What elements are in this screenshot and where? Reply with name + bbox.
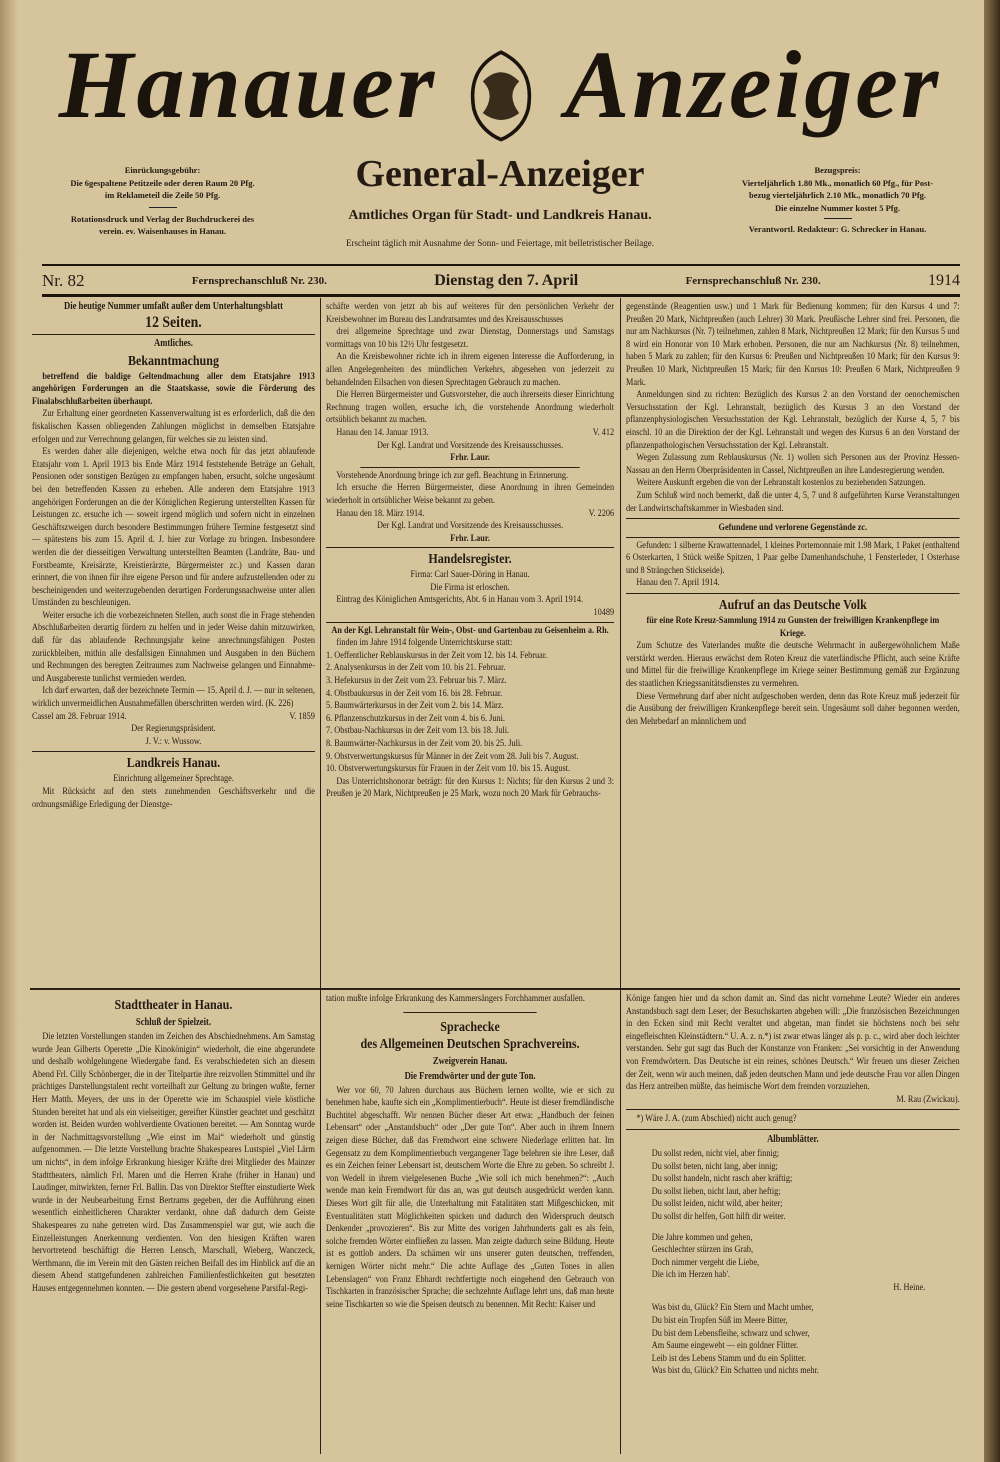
article-subtitle: Zweigverein Hanau. bbox=[432, 1055, 508, 1067]
paragraph: Die Herren Bürgermeister und Gutsvorsteher, die auch ihrerseits dieser Einrichtung Rechnung tragen wollen, ersuche ich, die vorstehende Anordnung wiederholt ortsüblich bekannt zu machen. bbox=[326, 389, 615, 426]
section-rule bbox=[30, 988, 960, 990]
author: H. Heine. bbox=[893, 1281, 926, 1293]
issue-date: Dienstag den 7. April bbox=[434, 272, 579, 289]
issue-number: Nr. 82 bbox=[42, 271, 85, 290]
paragraph: Eintrag des Königlichen Amtsgerichts, Abt. 6 in Hanau vom 3. April 1914. bbox=[336, 594, 584, 606]
poem-line: Du bist ein Tropfen Süß im Meere Bitter, bbox=[651, 1315, 788, 1327]
paragraph: Die letzten Vorstellungen standen im Zeichen des Abschiednehmens. Am Samstag wurde Jean Gilberts Operette „Die Kinokönigin“ wiederholt, die eine abgerundete und deshalb wohlgelungene Wiedergabe fand. Es verabschiedeten sich an diesem Abend Frl. Cilly Schönberger, die in der Titelpartie ihre reizvollen Stimmittel und ihr prächtiges Darstellungstalent recht vorteilhaft zur Geltung zu bringen wußte, ferner Herr Matth. Meyers, der uns in der Operette wie im Schauspiel viele köstliche Stunden bereitet hat und als ein vielseitiger, gereifter Künstler geachtet und geschätzt worden ist. Beiden wurden wohlverdiente Ovationen bereitet. — Am Sonntag wurde in der Nachmittagsvorstellung „Wie einst im Mai“ wiederholt und günstig aufgenommen. — Die letzte Vorstellung brachte Shakespeares Lustspiel „Viel Lärm um nichts“, in dem infolge Erkrankung hiesiger Kräfte drei Mitglieder des Mainzer Stadttheaters, nämlich Frl. Maren und die Herren Krahe (früher in Hanau) und Laudinger, mitwirkten, ferner Frl. Ballin. Das von Direktor Steffter einstudierte Werk wurde in der Neubearbeitung Ernst Bertrams gegeben, der die Aufführung einen wesentlich einheitlicheren Charakter verdankt, ohne daß dadurch dem Geiste Shakespeares zu nahe getreten wird. Das Zusammenspiel war gut, wie auch die Einzelleistungen Anerkennung verdienten. Von den hiesigen Kräften waren hervortretend beschäftigt die Herren Lensch, Marschall, Wieberg, Wanczeck, Werthmann, die im Verein mit den Gästen reichen Beifall des im Hinblick auf die an diesem Abend stattgefundenen zahlreichen Familienfestlichkeiten gut besetzten Hauses entgegennehmen konnten. — Die gestern abend vorgesehene Parsifal-Regi- bbox=[32, 1031, 315, 1294]
info-line: bezug vierteljährlich 2.10 Mk., monatlich 70 Pfg. bbox=[748, 190, 927, 200]
course-item: 4. Obstbaukursus in der Zeit vom 16. bis 28. Februar. bbox=[326, 687, 503, 699]
course-item: 1. Oeffentlicher Reblauskursus in der Zeit vom 12. bis 14. Februar. bbox=[326, 649, 548, 661]
paragraph: Diese Vermehrung darf aber nicht aufgeschoben werden, denn das Rote Kreuz muß jederzeit für die Ausübung der freiwilligen Krankenpflege bereit sein. Ungesäumt soll daher begonnen werden, den Mehrbedarf an männlichem und bbox=[626, 690, 960, 727]
phone-right: Fernsprechanschluß Nr. 230. bbox=[685, 275, 821, 287]
paragraph: finden im Jahre 1914 folgende Unterrichtskurse statt: bbox=[336, 637, 513, 649]
article-title: Gefundene und verlorene Gegenstände zc. bbox=[718, 522, 868, 534]
footnote: *) Wäre J. A. (zum Abschied) nicht auch genug? bbox=[636, 1113, 797, 1125]
signature: Frhr. Laur. bbox=[450, 452, 490, 464]
paragraph: Wer vor 60, 70 Jahren durchaus aus Büchern lernen wollte, wie er sich zu benehmen habe, kaufte sich ein „Komplimentierbuch“. Heute ist dieser fremdländische Buchtitel abgeschafft. Wir nennen Bücher dieser Art etwa: „Handbuch der feinen Lebensart“ oder „Anstandsbuch“ oder „Der gute Ton“. Aber auch in ihrem Innern zeigen diese Bücher, daß das Fremdwort eine schwere Niederlage erlitten hat. Im Gegensatz zu dem Komplimentierbuch vergangener Tage belehren sie ihre Leser, daß es ein Zeichen feiner Lebensart ist, deutschem Worte die Ehre zu geben. So schreibt J. von Wedell in ihrem vielgelesenen Buche „Wie soll ich mich benehmen?“: „Auch wende man kein Fremdwort für das an, was gut deutsch ausgedrückt werden kann. Dieses Wort gilt für alle, die Unterhaltung mit Fatalitäten statt Mißgeschicken, mit Eventualitäten statt Möglichkeiten spicken und dadurch den Widerspruch deutsch Denkender „provozieren“. Bis zur Mitte des vorigen Jahrhunderts galt es als fein, solche fremden Wörter einfließen zu lassen. Man zeigte dadurch seine Bildung. Heute ist es gottlob anders. Da schämen wir uns unserer guten deutschen, treffenden, kernigen Wörter nicht mehr.“ Die achte Auflage des „Guten Tones in allen Lebenslagen“ von Franz Ebhardt rechtfertigte noch eingehend den Gebrauch von Tischkarten in französischer Sprache; die sechzehnte Auflage lehrt uns, daß man heute seine Tischkarten so wie die Speisen deutsch zu benennen. Mit Recht: Kaiser und bbox=[326, 1084, 615, 1310]
article-subtitle: für eine Rote Kreuz-Sammlung 1914 zu Gunsten der freiwilligen Krankenpflege im Kriege. bbox=[646, 615, 940, 639]
signature: Der Regierungspräsident. bbox=[131, 723, 216, 735]
info-line: verein. ev. Waisenhauses in Hanau. bbox=[99, 226, 226, 236]
paragraph: Anmeldungen sind zu richten: Bezüglich des Kursus 2 an den Vorstand der oenochemischen Versuchsstation der Kgl. Lehranstalt, bezüglich des Kursus 3 an den Vorstand der pflanzenphysiologischen Versuchsstation der Kgl. Lehranstalt, bezüglich der Kurse 4, 5, 7 bis einschl. 10 an die Direktion der der Kgl. Lehranstalt und wegen des Kursus 6 an den Vorstand der pflanzenpathologischen Versuchsstation der Kgl. Lehranstalt. bbox=[626, 389, 960, 451]
article-subtitle: Einrichtung allgemeiner Sprechtage. bbox=[113, 773, 234, 785]
section-heading: Amtliches. bbox=[153, 337, 193, 349]
poem-line: Du sollst beten, nicht lang, aber innig; bbox=[651, 1160, 778, 1172]
poem-line: Was bist du, Glück? Ein Schatten und nichts mehr. bbox=[651, 1365, 819, 1377]
signature: J. V.: v. Wussow. bbox=[145, 735, 202, 747]
article-title: Sprachecke bbox=[440, 1019, 500, 1035]
column-rule bbox=[620, 298, 621, 1454]
article-title: Aufruf an das Deutsche Volk bbox=[718, 598, 867, 614]
poem-line: Du sollst lieben, nicht laut, aber heftig; bbox=[651, 1185, 781, 1197]
reference: V. 412 bbox=[592, 426, 615, 438]
divider bbox=[42, 264, 960, 266]
info-line: Die einzelne Nummer kostet 5 Pfg. bbox=[775, 202, 900, 213]
poem-line: Du bist dem Lebensfleihe, schwarz und schwer, bbox=[651, 1327, 810, 1339]
title-left: Hanauer bbox=[58, 31, 438, 138]
paragraph: Ich ersuche die Herren Bürgermeister, diese Anordnung in ihren Gemeinden wiederholt in ortsüblicher Weise bekannt zu geben. bbox=[326, 482, 615, 506]
info-line: Vierteljährlich 1.80 Mk., monatlich 60 Pfg., für Post- bbox=[741, 177, 934, 188]
course-item: 7. Obstbau-Nachkursus in der Zeit vom 13. bis 18. Juli. bbox=[326, 725, 510, 737]
poem bbox=[626, 1148, 960, 1224]
divider bbox=[149, 207, 177, 208]
bottom-column-2 bbox=[326, 993, 614, 1455]
paragraph: Weiter ersuche ich die vorbezeichneten Stellen, auch sonst die in Frage stehenden Abschlußarbeiten derartig fördern zu helfen und in jeder Weise dahin mitzuwirken, daß für das ablaufende Rechnungsjahr keine anrechnungsfähigen Posten zurückbleiben, mithin alle desfallsigen Einnahmen und Ausgaben in den Büchern und Rechnungen des beregten Zeitraumes zum Nachweise gelangen und Einnahme- und Ausgabereste tunlichst vermieden werden. bbox=[32, 609, 315, 684]
left-info bbox=[40, 164, 285, 238]
poem-line: Doch nimmer vergeht die Liebe, bbox=[651, 1256, 760, 1268]
issue-year: 1914 bbox=[927, 272, 960, 289]
poem-line: Leib ist des Lebens Stamm und du ein Splitter. bbox=[651, 1352, 807, 1364]
paragraph: Vorstehende Anordnung bringe ich zur gefl. Beachtung in Erinnerung. bbox=[336, 469, 569, 481]
dateline-text: Hanau den 18. März 1914. bbox=[336, 507, 425, 519]
course-item: 8. Baumwärter-Nachkursus in der Zeit vom 20. bis 25. Juli. bbox=[326, 738, 523, 749]
page-edge-right bbox=[984, 0, 1000, 1462]
paragraph: Zur Erhaltung einer geordneten Kassenverwaltung ist es erforderlich, daß die den fiskalischen Kassen obliegenden Zahlungen möglichst in demselben Etatsjahre erfolgen und zur Verrechnung gelangen, für welches sie zu leisten sind. bbox=[32, 408, 315, 445]
info-heading: Einrückungsgebühr: bbox=[124, 165, 201, 175]
paragraph: Ich darf erwarten, daß der bezeichnete Termin — 15. April d. J. — nur in seltenen, wirklich unvermeidlichen Ausnahmefällen überschritten werden wird. (K. 226) bbox=[32, 685, 315, 710]
organ-line: Amtliches Organ für Stadt- und Landkreis Hanau. bbox=[348, 208, 652, 223]
paragraph: Wegen Zulassung zum Reblauskursus (Nr. 1) wollen sich Personen aus der Provinz Hessen-Nassau an den Herrn Oberpräsidenten in Cassel, Nichtpreußen an ihre Landesregierung wenden. bbox=[626, 452, 960, 476]
poem-line: Die ich im Herzen hab'. bbox=[651, 1269, 731, 1281]
paragraph: Es werden daher alle diejenigen, welche etwa noch für das jetzt ablaufende Etatsjahr vom 1. April 1913 bis Ende März 1914 feststehende Beträge an Gehalt, Pensionen oder sonstigen Bezügen zu empfangen haben, ersucht, solche ungesäumt bei den betreffenden Kassen zu erheben. Alle anderen dem Etatsjahre 1913 angehörigen Forderungen an die der Königlichen Regierung unterstellten Kassen für Leistungen zc. ersuche ich — soweit irgend möglich und sofern nicht in einzelnen Geschäftszweigen durch besondere Bestimmungen frühere Termine festgesetzt sind — spätestens bis zum 15. April d. J. hier zur Vorlage zu bringen. Insbesondere werden die der diesseitigen Verwaltung unterstellten Beamten (Landräte, Bau- und Forstbeamte, Kreisärzte, Kreistierärzte, Bürgermeister zc.) und Kassen daran erinnert, die von ihnen für ihre eigene Person und für andere aufzustellenden oder zu bescheinigenden und weiterzugebenden derartigen Forderungsnachweise unter allen Umständen zu beschleunigen. bbox=[32, 446, 315, 609]
column-3 bbox=[626, 301, 960, 985]
info-line: im Reklameteil die Zeile 50 Pfg. bbox=[104, 190, 221, 200]
reference: V. 2206 bbox=[588, 507, 615, 519]
column-2 bbox=[326, 301, 614, 985]
article-title: Handelsregister. bbox=[428, 552, 512, 568]
course-item: 2. Analysenkursus in der Zeit vom 10. bis 21. Februar. bbox=[326, 662, 506, 674]
reference: V. 1859 bbox=[289, 710, 315, 722]
paragraph: An die Kreisbewohner richte ich in ihrem eigenen Interesse die Aufforderung, in allen Angelegenheiten des mündlichen Verkehrs, abgesehen von jederzeit zu behandelnden Eilsachen von diesen Sprechtagen Gebrauch zu machen. bbox=[326, 351, 615, 388]
paragraph: Firma: Carl Sauer-Döring in Hanau. bbox=[410, 569, 530, 581]
course-item: 6. Pflanzenschutzkursus in der Zeit vom 4. bis 6. Juni. bbox=[326, 712, 505, 724]
poem-line: Du sollst leiden, nicht wild, aber heiter; bbox=[651, 1198, 783, 1210]
info-heading: Bezugspreis: bbox=[814, 165, 861, 175]
poem-line: Geschlechter stürzen ins Grab, bbox=[651, 1244, 754, 1256]
page-edge-left bbox=[0, 0, 18, 1462]
divider bbox=[824, 218, 852, 219]
article-title: des Allgemeinen Deutschen Sprachvereins. bbox=[360, 1036, 580, 1052]
bottom-column-3 bbox=[626, 993, 960, 1455]
signature: Frhr. Laur. bbox=[450, 532, 490, 544]
info-line: Verantwortl. Redakteur: G. Schrecker in Hanau. bbox=[748, 224, 927, 234]
paragraph: Gefunden: 1 silberne Krawattennadel, 1 kleines Portemonnaie mit 1.98 Mark, 1 Paket (enthaltend 6 Osterkarten, 1 Stück weiße Spitzen, 1 Paar gelbe Damenhandschuhe, 1 Fensterleder, 1 Osterhase und 8 Strängchen Stickseide). bbox=[626, 539, 960, 576]
course-item: 3. Hefekursus in der Zeit vom 23. Februar bis 7. März. bbox=[326, 675, 507, 687]
paragraph: Das Unterrichtshonorar beträgt: für den Kursus 1: Nichts; für den Kursus 2 und 3: Preußen je 20 Mark, Nichtpreußen je 25 Mark, wozu noch 20 Mark für Gebrauchs- bbox=[326, 775, 615, 800]
crest-icon bbox=[451, 45, 551, 145]
paragraph: Zum Schutze des Vaterlandes mußte die deutsche Wehrmacht in außergewöhnlichem Maße verstärkt werden. Hieraus erwächst dem Roten Kreuz die vaterländische Pflicht, auch seine Kräfte und Mittel für die freiwillige Krankenpflege im Kriege seiner Bestimmung gemäß zur Ergänzung des staatlichen Kriegssanitätsdienstes zu vermehren. bbox=[626, 640, 960, 690]
poem-line: Die Jahre kommen und gehen, bbox=[651, 1231, 753, 1243]
masthead-title bbox=[40, 25, 960, 145]
poem-line: Du sollst dir helfen, Gott hilft dir weiter. bbox=[651, 1210, 786, 1222]
article-subtitle: Die Fremdwörter und der gute Ton. bbox=[404, 1070, 536, 1082]
subtitle: General-Anzeiger bbox=[355, 153, 645, 195]
schedule-line: Erscheint täglich mit Ausnahme der Sonn- und Feiertage, mit belletristischer Beilage. bbox=[346, 238, 654, 248]
paragraph: Weitere Auskunft ergeben die von der Lehranstalt kostenlos zu beziehenden Satzungen. bbox=[636, 477, 926, 489]
poem-line: Was bist du, Glück? Ein Stern und Macht umher, bbox=[651, 1302, 814, 1314]
bottom-column-1 bbox=[32, 993, 315, 1455]
article-title: Stadttheater in Hanau. bbox=[114, 998, 233, 1013]
right-info bbox=[715, 164, 960, 236]
phone-left: Fernsprechanschluß Nr. 230. bbox=[191, 275, 327, 287]
paragraph: Die Firma ist erloschen. bbox=[430, 581, 510, 593]
poem bbox=[626, 1302, 960, 1378]
article-subtitle: betreffend die baldige Geltendmachung aller dem Etatsjahre 1913 angehörigen Forderungen an die Staatskasse, sowie die Förderung des Finalabschlußarbeiten überhaupt. bbox=[32, 370, 315, 407]
paragraph: Mit Rücksicht auf den stets zunehmenden Geschäftsverkehr und die ordnungsmäßige Erledigung der Dienstge- bbox=[32, 786, 315, 810]
poem bbox=[626, 1232, 960, 1282]
course-list bbox=[326, 650, 614, 776]
course-item: 9. Obstverwertungskursus für Männer in der Zeit vom 28. Juli bis 7. August. bbox=[326, 750, 579, 762]
column-1 bbox=[32, 301, 315, 985]
signature: Der Kgl. Landrat und Vorsitzende des Kreisausschusses. bbox=[376, 520, 564, 532]
poem-line: Du sollst reden, nicht viel, aber finnig; bbox=[651, 1147, 780, 1159]
paragraph: Zum Schluß wird noch bemerkt, daß die unter 4, 5, 7 und 8 aufgeführten Kurse Veranstaltungen der Landwirtschaftskammer in Wiesbaden sind. bbox=[626, 489, 960, 514]
paragraph: Könige fangen hier und da schon damit an. Sind das nicht vornehme Leute? Wieder ein anderes Anstandsbuch sagt dem Leser, der Besuchskarten abgeben will: „Die französischen Bezeichnungen in den Ecken sind mit Recht veraltet und abgetan, man findet sie höchstens noch bei sehr eingefleischten Kleinstädtern.“ U. A. z. n.*) ist zwar etwas länger als p. p. c., wird aber doch leichter verstanden. Sehr gut sagt das Buch der Konstanze von Franken: „Sei vorsichtig in der Anwendung von Fremdwörtern. Das Deutsche ist ein reines, schönes Deutsch.“ Wir freuen uns dieser Zeichen der Zeit, wenn wir auch meinen, daß jeden deutschen Mann und jede deutsche Frau vor allen Dingen das Herz antreiben müßte, das heimische Wort dem fremden vorzuziehen. bbox=[626, 993, 960, 1093]
article-title: An der Kgl. Lehranstalt für Wein-, Obst- und Gartenbau zu Geisenheim a. Rh. bbox=[331, 624, 609, 636]
paragraph: tation mußte infolge Erkrankung des Kammersängers Forchhammer ausfallen. bbox=[326, 993, 585, 1004]
info-line: Die 6gespaltene Petitzeile oder deren Raum 20 Pfg. bbox=[70, 177, 255, 188]
info-line: Rotationsdruck und Verlag der Buchdruckerei des bbox=[70, 213, 255, 224]
poem-line: Du sollst handeln, nicht rasch aber kräftig; bbox=[651, 1173, 793, 1185]
dateline-text: Cassel am 28. Februar 1914. bbox=[32, 710, 127, 722]
author: M. Rau (Zwickau). bbox=[896, 1093, 960, 1105]
paragraph: schäfte werden von jetzt ab bis auf weiteres für den persönlichen Verkehr der Kreisbewohner im Bureau des Landratsamtes und des Kreisausschusses bbox=[326, 301, 615, 325]
page-count: 12 Seiten. bbox=[145, 313, 202, 331]
reference: 10489 bbox=[593, 607, 615, 619]
dateline-text: Hanau den 7. April 1914. bbox=[636, 577, 720, 589]
article-title: Landkreis Hanau. bbox=[126, 756, 221, 772]
paragraph: drei allgemeine Sprechtage und zwar Dienstag, Donnerstags und Samstags vormittags von 10 bis 12½ Uhr festgesetzt. bbox=[326, 326, 615, 350]
article-title: Bekanntmachung bbox=[127, 353, 219, 369]
course-item: 5. Baumwärterkursus in der Zeit vom 2. bis 14. März. bbox=[326, 700, 504, 712]
dateline-text: Hanau den 14. Januar 1913. bbox=[336, 426, 429, 438]
dateline bbox=[42, 270, 960, 292]
title-right: Anzeiger bbox=[565, 31, 942, 138]
signature: Der Kgl. Landrat und Vorsitzende des Kreisausschusses. bbox=[376, 439, 564, 451]
course-item: 10. Obstverwertungskursus für Frauen in der Zeit vom 10. bis 15. August. bbox=[326, 763, 571, 775]
poem-line: Am Saume eingewebt — ein goldner Flitter. bbox=[651, 1340, 799, 1352]
divider bbox=[42, 294, 960, 297]
article-subtitle: Schluß der Spielzeit. bbox=[135, 1017, 212, 1028]
notice: Die heutige Nummer umfaßt außer dem Unterhaltungsblatt bbox=[63, 301, 283, 312]
article-title: Albumblätter. bbox=[767, 1133, 819, 1145]
paragraph: gegenstände (Reagentien usw.) und 1 Mark für Bedienung kommen; für den Kursus 4 und 7: Preußen 20 Mark, Nichtpreußen (auch Lehrer) 30 Mark. Preußische Lehrer sind frei. Personen, die nur am Nachkursus (Nr. 7) teilnehmen, zahlen 8 Mark, Nichtpreußen 12 Mark; für den Kursus 5 und 8 wird ein Honorar von 10 Mark erhoben. Personen, die nur am Nachkursus (Nr. 8) teilnehmen, haben 5 Mark zu zahlen; für den Kursus 6: Preußen und Nichtpreußen 10 Mark; für den Kursus 9: Preußen 10 Mark, Nichtpreußen 15 Mark; für den Kursus 10: Preußen 6 Mark, Nichtpreußen 9 Mark. bbox=[626, 301, 960, 388]
column-rule bbox=[320, 298, 321, 1454]
